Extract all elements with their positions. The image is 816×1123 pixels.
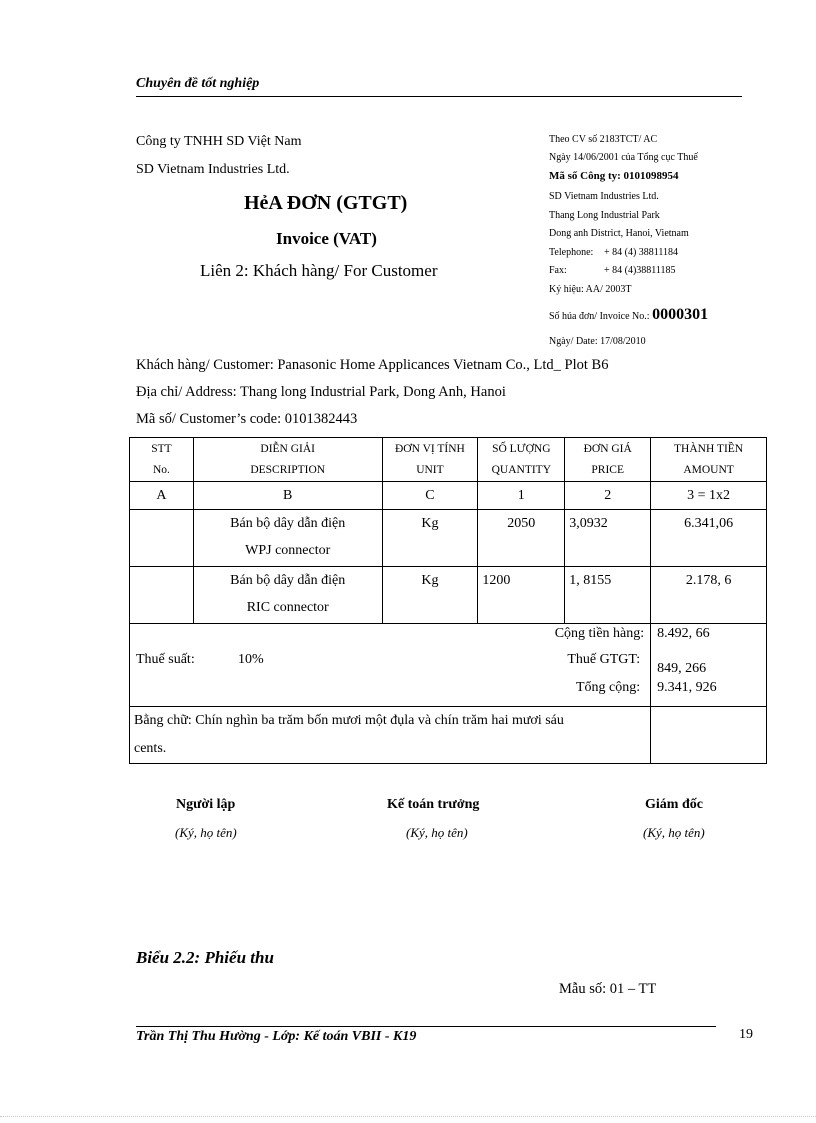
- signature-chief-accountant: Kế toán trưởng: [387, 797, 480, 812]
- footer-divider: [136, 1026, 716, 1027]
- invoice-number-row: [549, 306, 708, 324]
- telephone-label: Telephone:: [549, 247, 594, 258]
- total-label: Tổng cộng:: [575, 680, 641, 695]
- letter-cell: B: [193, 482, 382, 510]
- customer-code: Mã số/ Customer’s code: 0101382443: [136, 411, 358, 427]
- amount-in-words-empty: [651, 707, 767, 764]
- invoice-subtitle: Invoice (VAT): [276, 229, 377, 248]
- invoice-date: Ngày/ Date: 17/08/2010: [549, 336, 646, 347]
- row-description: Bán bộ dây dẫn điện WPJ connector: [193, 510, 382, 567]
- letter-cell: 2: [565, 482, 651, 510]
- header-price: ĐƠN GIÁ PRICE: [565, 438, 651, 482]
- footer-author: Trần Thị Thu Hường - Lớp: Kế toán VBII - K19: [136, 1029, 417, 1044]
- company-name-en: SD Vietnam Industries Ltd.: [136, 162, 290, 177]
- header-unit: ĐƠN VỊ TÍNH UNIT: [382, 438, 478, 482]
- header-quantity: SỐ LƯỢNG QUANTITY: [478, 438, 565, 482]
- fax-label: Fax:: [549, 265, 567, 276]
- invoice-symbol: Ký hiệu: AA/ 2003T: [549, 284, 632, 295]
- right-info-line4: SD Vietnam Industries Ltd.: [549, 191, 659, 202]
- totals-row: [130, 624, 767, 707]
- right-info-line6: Dong anh District, Hanoi, Vietnam: [549, 228, 689, 239]
- letter-row: [130, 482, 767, 510]
- letter-cell: 1: [478, 482, 565, 510]
- customer-address: Địa chỉ/ Address: Thang long Industrial Park, Dong Anh, Hanoi: [136, 384, 506, 400]
- fax-value: + 84 (4)38811185: [604, 265, 676, 276]
- row-amount: 6.341,06: [651, 510, 767, 567]
- invoice-copy-label: Liên 2: Khách hàng/ For Customer: [200, 261, 438, 280]
- total-value: 9.341, 926: [657, 680, 717, 695]
- invoice-number: 0000301: [652, 306, 709, 323]
- totals-labels-cell: [130, 624, 651, 707]
- subtotal-value: 8.492, 66: [657, 626, 710, 641]
- vat-value: 849, 266: [657, 661, 707, 676]
- header-amount: THÀNH TIỀN AMOUNT: [651, 438, 767, 482]
- letter-cell: C: [382, 482, 478, 510]
- row-unit: Kg: [382, 510, 478, 567]
- right-info-line2: Ngày 14/06/2001 của Tổng cục Thuế: [549, 152, 698, 163]
- signature-preparer-note: (Ký, họ tên): [175, 825, 237, 840]
- section-title: Biểu 2.2: Phiếu thu: [136, 948, 274, 967]
- telephone-value: + 84 (4) 38811184: [604, 247, 679, 258]
- row-price: 3,0932: [565, 510, 651, 567]
- totals-values-cell: [651, 624, 767, 707]
- invoice-table: [129, 437, 767, 764]
- table-row: [130, 567, 767, 624]
- company-name-vi: Công ty TNHH SD Việt Nam: [136, 134, 302, 149]
- tax-rate-label: Thuế suất:: [136, 652, 195, 667]
- signature-chief-accountant-note: (Ký, họ tên): [406, 825, 468, 840]
- signature-director-note: (Ký, họ tên): [643, 825, 705, 840]
- amount-in-words: Bằng chữ: Chín nghìn ba trăm bốn mươi một đụla và chín trăm hai mươi sáu cents.: [130, 707, 651, 764]
- company-tax-code: Mã số Công ty: 0101098954: [549, 170, 679, 182]
- vat-label: Thuế GTGT:: [567, 652, 641, 667]
- right-info-line1: Theo CV số 2183TCT/ AC: [549, 134, 658, 145]
- row-no: [130, 567, 194, 624]
- invoice-title: HẻA ĐƠN (GTGT): [244, 192, 408, 214]
- header-stt: STT No.: [130, 438, 194, 482]
- invoice-number-label: Số húa đơn/ Invoice No.:: [549, 311, 650, 322]
- page-bottom-border: [0, 1116, 816, 1117]
- header-divider: [136, 96, 742, 97]
- row-description: Bán bộ dây dẫn điện RIC connector: [193, 567, 382, 624]
- row-quantity: 1200: [478, 567, 565, 624]
- row-price: 1, 8155: [565, 567, 651, 624]
- row-unit: Kg: [382, 567, 478, 624]
- tax-rate: 10%: [238, 652, 264, 667]
- header-title: Chuyên đề tốt nghiệp: [136, 76, 260, 91]
- form-number: Mẫu số: 01 – TT: [559, 981, 657, 997]
- customer-name: Khách hàng/ Customer: Panasonic Home Applicances Vietnam Co., Ltd_ Plot B6: [136, 357, 609, 373]
- letter-cell: A: [130, 482, 194, 510]
- row-quantity: 2050: [478, 510, 565, 567]
- letter-cell: 3 = 1x2: [651, 482, 767, 510]
- signature-director: Giám đốc: [645, 797, 703, 812]
- row-amount: 2.178, 6: [651, 567, 767, 624]
- page-number: 19: [739, 1027, 753, 1042]
- row-no: [130, 510, 194, 567]
- signature-preparer: Người lập: [176, 797, 236, 812]
- header-description: DIỄN GIẢI DESCRIPTION: [193, 438, 382, 482]
- table-row: [130, 510, 767, 567]
- table-header-row: [130, 438, 767, 482]
- subtotal-label: Cộng tiền hàng:: [554, 626, 645, 641]
- amount-in-words-row: [130, 707, 767, 764]
- right-info-line5: Thang Long Industrial Park: [549, 210, 660, 221]
